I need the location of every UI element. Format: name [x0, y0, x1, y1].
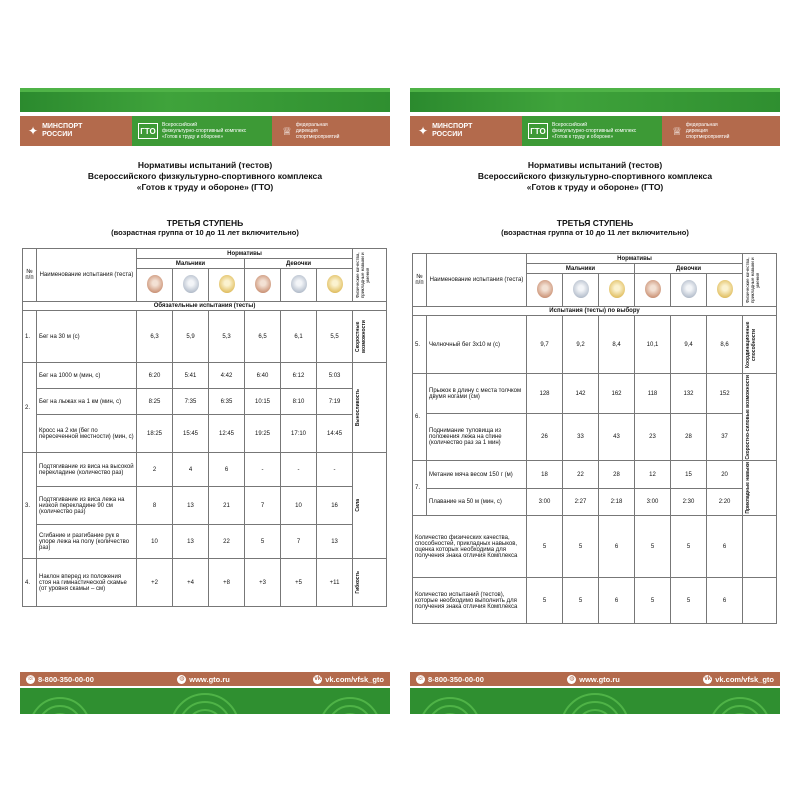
value-cell: 10:15	[245, 389, 281, 415]
value-cell: 5	[635, 516, 671, 578]
footer-vk[interactable]: vk.com/vfsk_gto	[325, 674, 384, 684]
value-cell: 7	[281, 525, 317, 559]
value-cell: 2:18	[599, 488, 635, 515]
footer-phone: 8-800-350-00-00	[38, 674, 94, 684]
globe-icon: ◍	[179, 675, 185, 682]
value-cell: 9,7	[527, 316, 563, 374]
value-cell: 9,2	[563, 316, 599, 374]
value-cell: +5	[281, 559, 317, 607]
test-name: Бег на лыжах на 1 км (мин, с)	[37, 389, 137, 415]
silver-medal-icon	[573, 280, 589, 298]
table-row	[23, 389, 387, 415]
fed-directorate-logo: ♕ федеральная дирекция спортмероприятий	[272, 116, 390, 146]
value-cell: 26	[527, 414, 563, 461]
value-cell: 22	[563, 461, 599, 488]
value-cell: 10	[137, 525, 173, 559]
value-cell: 28	[599, 461, 635, 488]
value-cell: 142	[563, 374, 599, 414]
minsport-logo: ✦ МИНСПОРТ РОССИИ	[410, 116, 522, 146]
table-row: 3. Подтягивание из виса на высокой перекладине (количество раз) 2 4 6 - - - Сила	[23, 453, 387, 487]
value-cell: 10	[281, 487, 317, 525]
value-cell: 5:41	[173, 363, 209, 389]
footer-site[interactable]: www.gto.ru	[579, 674, 620, 684]
value-cell: 5,9	[173, 311, 209, 363]
test-name: Поднимание туловища из положения лежа на спине (количество раз за 1 мин)	[427, 414, 527, 461]
table-row: 4. Наклон вперед из положения стоя на гимнастической скамье (от уровня скамьи – см) +2 +4 +8 +3 +5 +11 Гибкость	[23, 559, 387, 607]
value-cell: 5,5	[317, 311, 353, 363]
value-cell: 3:00	[635, 488, 671, 515]
value-cell: 5	[671, 578, 707, 624]
silver-medal-icon	[681, 280, 697, 298]
col-norms: Нормативы	[527, 254, 743, 264]
value-cell: 13	[173, 487, 209, 525]
col-boys: Мальчики	[527, 264, 635, 274]
value-cell: 5	[527, 578, 563, 624]
test-name: Челночный бег 3х10 м (с)	[427, 316, 527, 374]
test-name: Плавание на 50 м (мин, с)	[427, 488, 527, 515]
page-right	[410, 88, 780, 714]
value-cell: 6:20	[137, 363, 173, 389]
value-cell: 2:30	[671, 488, 707, 515]
col-num: № п/п	[23, 249, 37, 302]
value-cell: 7	[245, 487, 281, 525]
gold-medal-icon	[717, 280, 733, 298]
bronze-medal-icon	[645, 280, 661, 298]
summary-label: Количество испытаний (тестов), которые необходимо выполнить для получения знака отличия Комплекса	[413, 578, 527, 624]
value-cell: 6:35	[209, 389, 245, 415]
table-row: 7. Метание мяча весом 150 г (м) 18 22 28 12 15 20 Прикладные навыки	[413, 461, 777, 488]
table-row	[23, 415, 387, 453]
summary-label: Количество физических качества, способностей, прикладных навыков, оценка которых необходима для получения знака отличия Комплекса	[413, 516, 527, 578]
value-cell: 7:19	[317, 389, 353, 415]
silver-medal-icon	[291, 275, 307, 293]
footer-arcs	[410, 688, 780, 714]
value-cell: 6	[707, 516, 743, 578]
value-cell: 23	[635, 414, 671, 461]
value-cell: 6,5	[245, 311, 281, 363]
value-cell: 8,4	[599, 316, 635, 374]
cup-icon: ♕	[672, 125, 682, 138]
value-cell: 6:40	[245, 363, 281, 389]
value-cell: 20	[707, 461, 743, 488]
test-name: Подтягивание из виса на высокой перекладине (количество раз)	[37, 453, 137, 487]
table-row: 5. Челночный бег 3х10 м (с) 9,7 9,2 8,4 10,1 9,4 8,6 Координационные способности	[413, 316, 777, 374]
value-cell: 5	[671, 516, 707, 578]
footer-arcs	[20, 688, 390, 714]
value-cell: 2:27	[563, 488, 599, 515]
section-header: Обязательные испытания (тесты)	[23, 302, 387, 311]
value-cell: 19:25	[245, 415, 281, 453]
eagle-icon: ✦	[28, 124, 39, 138]
table-row	[23, 525, 387, 559]
value-cell: +8	[209, 559, 245, 607]
table-row	[413, 414, 777, 461]
value-cell: 4	[173, 453, 209, 487]
norms-table-right	[412, 253, 777, 624]
minsport-logo: ✦ МИНСПОРТ РОССИИ	[20, 116, 132, 146]
value-cell: 5	[563, 516, 599, 578]
value-cell: 14:45	[317, 415, 353, 453]
value-cell: 6	[599, 578, 635, 624]
value-cell: -	[245, 453, 281, 487]
value-cell: 162	[599, 374, 635, 414]
table-row	[413, 516, 777, 578]
value-cell: 128	[527, 374, 563, 414]
table-row	[413, 488, 777, 515]
fed-directorate-logo: ♕ федеральная дирекция спортмероприятий	[662, 116, 780, 146]
page-left	[20, 88, 390, 714]
bronze-medal-icon	[147, 275, 163, 293]
gto-logo: ГТО Всероссийский физкультурно-спортивный комплекс «Готов к труду и обороне»	[132, 116, 272, 146]
vk-icon: vk	[314, 675, 322, 682]
silver-medal-icon	[183, 275, 199, 293]
logo-band	[20, 116, 390, 146]
value-cell: 4:42	[209, 363, 245, 389]
value-cell: 6	[707, 578, 743, 624]
test-name: Наклон вперед из положения стоя на гимнастической скамье (от уровня скамьи – см)	[37, 559, 137, 607]
value-cell: 28	[671, 414, 707, 461]
value-cell: 12	[635, 461, 671, 488]
section-header: Испытания (тесты) по выбору	[413, 307, 777, 316]
table-row	[23, 487, 387, 525]
footer-site[interactable]: www.gto.ru	[189, 674, 230, 684]
gto-badge: ГТО	[528, 123, 548, 139]
col-quality: Физические качества, прикладные навыки и умения	[353, 249, 387, 302]
value-cell: 18	[527, 461, 563, 488]
doc-title: Нормативы испытаний (тестов) Всероссийского физкультурно-спортивного комплекса «Готов к труду и обороне» (ГТО)	[87, 160, 323, 192]
value-cell: 21	[209, 487, 245, 525]
footer-phone: 8-800-350-00-00	[428, 674, 484, 684]
value-cell: 6,1	[281, 311, 317, 363]
value-cell: 6:12	[281, 363, 317, 389]
gto-badge: ГТО	[138, 123, 158, 139]
value-cell: 5:03	[317, 363, 353, 389]
gto-logo: ГТО Всероссийский физкультурно-спортивный комплекс «Готов к труду и обороне»	[522, 116, 662, 146]
value-cell: +2	[137, 559, 173, 607]
globe-icon: ◍	[569, 675, 575, 682]
stage-title: ТРЕТЬЯ СТУПЕНЬ (возрастная группа от 10 до 11 лет включительно)	[111, 218, 299, 237]
table-row	[413, 578, 777, 624]
value-cell: 6	[599, 516, 635, 578]
value-cell: +11	[317, 559, 353, 607]
norms-table-left	[22, 248, 387, 607]
value-cell: 5	[563, 578, 599, 624]
value-cell: 5	[245, 525, 281, 559]
col-num: № п/п	[413, 254, 427, 307]
test-name: Подтягивание из виса лежа на низкой перекладине 90 см (количество раз)	[37, 487, 137, 525]
value-cell: 13	[173, 525, 209, 559]
col-quality: Физические качества, прикладные навыки и умения	[743, 254, 777, 307]
value-cell: 132	[671, 374, 707, 414]
value-cell: -	[317, 453, 353, 487]
value-cell: 9,4	[671, 316, 707, 374]
test-name: Прыжок в длину с места толчком двумя ногами (см)	[427, 374, 527, 414]
test-name: Сгибание и разгибание рук в упоре лежа на полу (количество раз)	[37, 525, 137, 559]
value-cell: 118	[635, 374, 671, 414]
gold-medal-icon	[327, 275, 343, 293]
value-cell: 15	[671, 461, 707, 488]
stage-title: ТРЕТЬЯ СТУПЕНЬ (возрастная группа от 10 до 11 лет включительно)	[501, 218, 689, 237]
value-cell: 15:45	[173, 415, 209, 453]
top-green-band	[20, 88, 390, 112]
value-cell: 3:00	[527, 488, 563, 515]
value-cell: 7:35	[173, 389, 209, 415]
value-cell: 2	[137, 453, 173, 487]
value-cell: 152	[707, 374, 743, 414]
value-cell: 18:25	[137, 415, 173, 453]
value-cell: 8	[137, 487, 173, 525]
doc-title: Нормативы испытаний (тестов) Всероссийского физкультурно-спортивного комплекса «Готов к труду и обороне» (ГТО)	[477, 160, 713, 192]
footer-vk[interactable]: vk.com/vfsk_gto	[715, 674, 774, 684]
value-cell: 33	[563, 414, 599, 461]
footer-bar	[410, 672, 780, 686]
value-cell: 8:25	[137, 389, 173, 415]
test-name: Кросс на 2 км (бег по пересеченной местности) (мин, с)	[37, 415, 137, 453]
value-cell: 17:10	[281, 415, 317, 453]
test-name: Бег на 1000 м (мин, с)	[37, 363, 137, 389]
value-cell: 5	[527, 516, 563, 578]
gold-medal-icon	[609, 280, 625, 298]
col-boys: Мальчики	[137, 259, 245, 269]
bronze-medal-icon	[255, 275, 271, 293]
vk-icon: vk	[704, 675, 712, 682]
table-row: 1. Бег на 30 м (с) 6,3 5,9 5,3 6,5 6,1 5,5 Скоростные возможности	[23, 311, 387, 363]
col-girls: Девочки	[245, 259, 353, 269]
value-cell: 13	[317, 525, 353, 559]
test-name: Метание мяча весом 150 г (м)	[427, 461, 527, 488]
footer-bar	[20, 672, 390, 686]
value-cell: 5,3	[209, 311, 245, 363]
col-name: Наименование испытания (теста)	[427, 254, 527, 307]
value-cell: 8,6	[707, 316, 743, 374]
col-girls: Девочки	[635, 264, 743, 274]
col-norms: Нормативы	[137, 249, 353, 259]
eagle-icon: ✦	[418, 124, 429, 138]
value-cell: 10,1	[635, 316, 671, 374]
col-name: Наименование испытания (теста)	[37, 249, 137, 302]
gold-medal-icon	[219, 275, 235, 293]
value-cell: 8:10	[281, 389, 317, 415]
bronze-medal-icon	[537, 280, 553, 298]
value-cell: 12:45	[209, 415, 245, 453]
value-cell: 37	[707, 414, 743, 461]
value-cell: -	[281, 453, 317, 487]
phone-icon: ☏	[416, 675, 425, 682]
value-cell: 22	[209, 525, 245, 559]
value-cell: 6	[209, 453, 245, 487]
cup-icon: ♕	[282, 125, 292, 138]
value-cell: +4	[173, 559, 209, 607]
logo-band	[410, 116, 780, 146]
value-cell: 2:20	[707, 488, 743, 515]
table-row: 6. Прыжок в длину с места толчком двумя ногами (см) 128 142 162 118 132 152 Скоростно-силовые возможности	[413, 374, 777, 414]
top-green-band	[410, 88, 780, 112]
value-cell: +3	[245, 559, 281, 607]
value-cell: 6,3	[137, 311, 173, 363]
table-row: 2. Бег на 1000 м (мин, с) 6:20 5:41 4:42 6:40 6:12 5:03 Выносливость	[23, 363, 387, 389]
value-cell: 43	[599, 414, 635, 461]
test-name: Бег на 30 м (с)	[37, 311, 137, 363]
value-cell: 16	[317, 487, 353, 525]
phone-icon: ☏	[26, 675, 35, 682]
value-cell: 5	[635, 578, 671, 624]
